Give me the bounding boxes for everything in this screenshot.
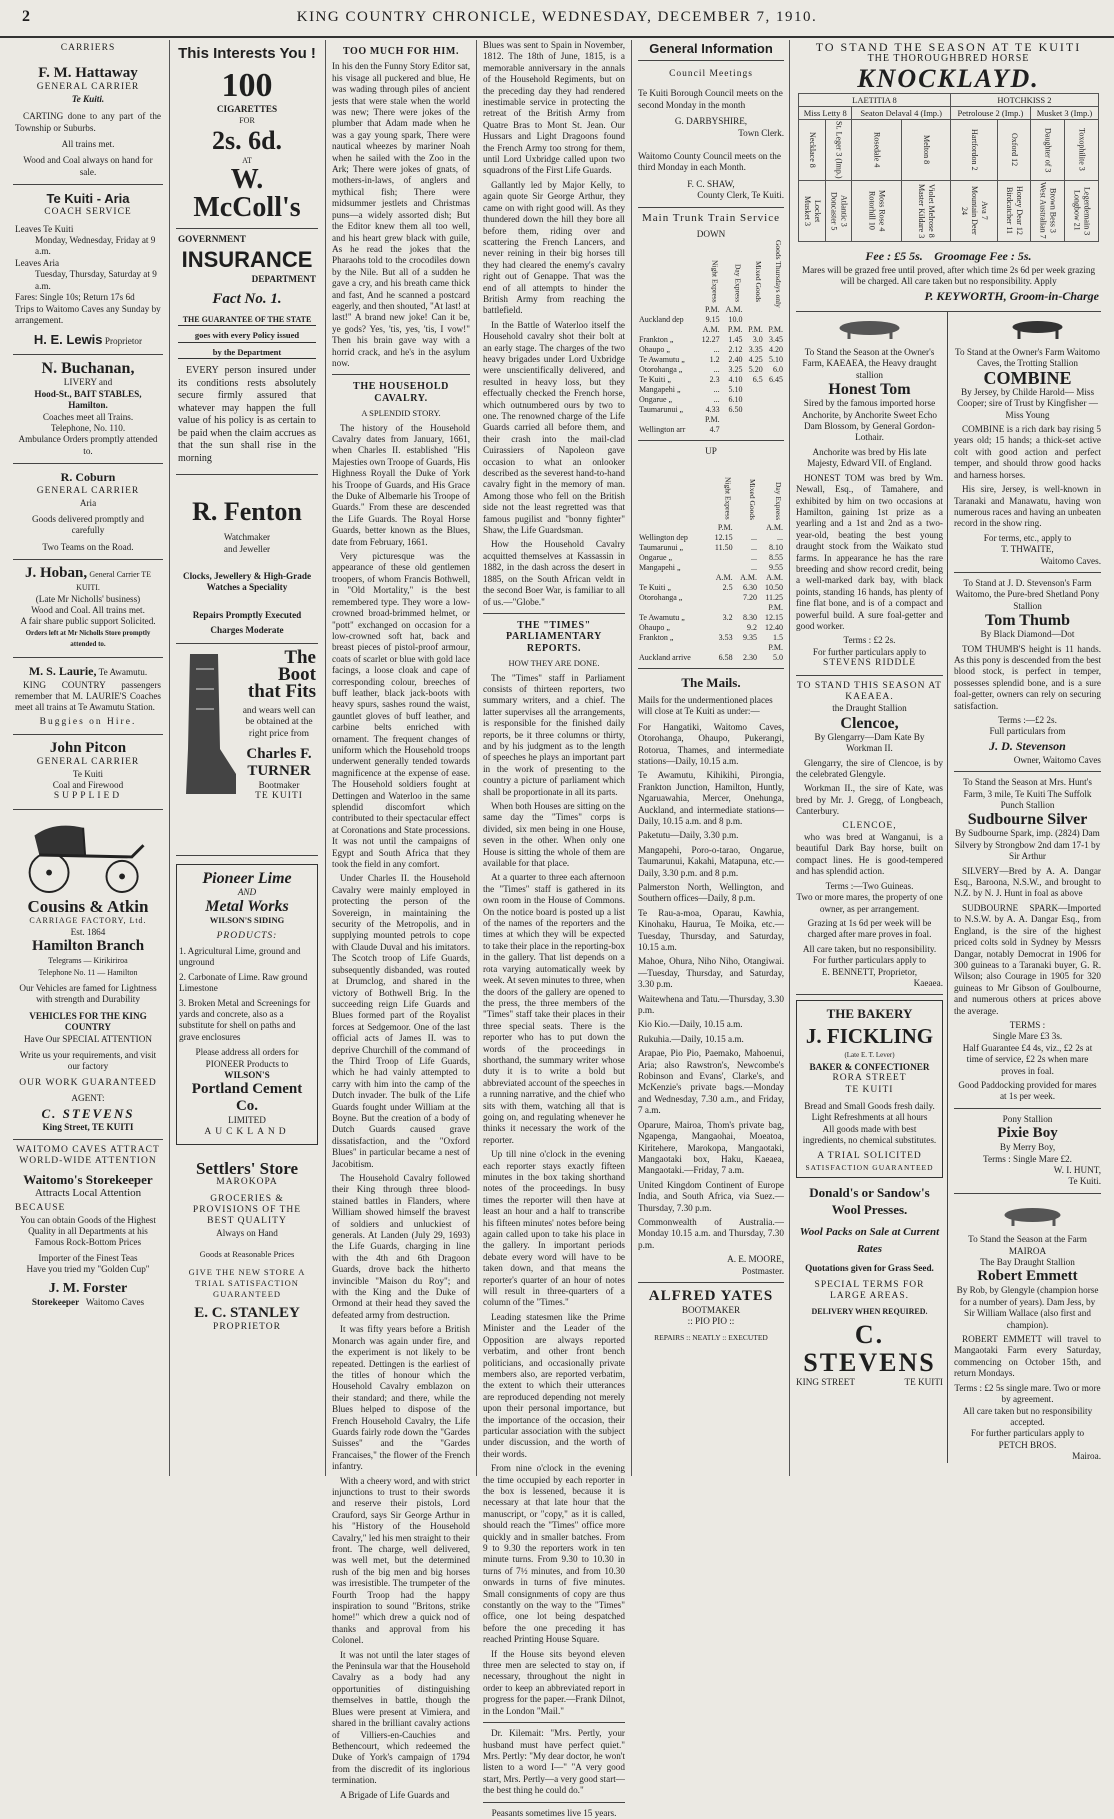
carriers-heading: CARRIERS — [60, 43, 116, 53]
ad-coburn: R. Coburn GENERAL CARRIER Aria Goods delivered promptly and carefully Two Teams on the Road. — [13, 464, 163, 560]
pedigree-cell-pair: Brown Bess 3 West Australian 7 — [1030, 180, 1064, 241]
train-row: Auckland dep 9.15 10.0 — [639, 315, 743, 325]
mail-item: Arapae, Pio Pio, Paemako, Mahoenui, Aria; also Rawstron's, Newcombe's Robinson and Evans', Clarke's, and McKenzie's private bags.—Monday and Wednesday, 7.30 a.m., and Friday, 7 a.m. — [638, 1048, 784, 1116]
page-number: 2 — [22, 8, 30, 25]
mail-item: Te Rau-a-moa, Oparau, Kawhia, Kinohaku, Haurua, Te Moika, etc.—Tuesday, Thursday, and Saturday, 10.15 a.m. — [638, 907, 784, 952]
pedigree-table: LAETITIA 8 HOTCHKISS 2 Miss Letty 8 Seaton Delaval 4 (Imp.) Petrolouse 2 (Imp.) Musket 3 (Imp.) Necklace 8 St. Leger 3 (Imp.) Rosedale 4 Melton 8 Hartfordon 2 Oxford 12 Daughter of 3 Toxophilite 3 Locket Musket 3 Atlantic 3 Doncaster 5 Moss Rose 4 Rotorhill 10 Violet Melrose 8 Master Kildare 3 Ava 7 Mountain Deer 24 Honey Dear 12 Birdcatcher 11 Brown Bess 3 West Australian 7 Legerdemain 3 Longbow 21 — [798, 93, 1099, 242]
train-row: Te Awamutu „ 1.2 2.40 4.25 5.10 — [639, 355, 783, 365]
ad-yates: ALFRED YATES BOOTMAKER :: PIO PIO :: REPAIRS :: NEATLY :: EXECUTED — [648, 1287, 774, 1342]
train-row: Te Kuiti „ 2.3 4.10 6.5 6.45 — [639, 375, 783, 385]
train-row: Wellington arr 4.7 — [639, 425, 720, 435]
pedigree-cell: Rosedale 4 — [852, 119, 901, 180]
carriage-illustration — [15, 815, 161, 895]
pedigree-cell-pair: Atlantic 3 Doncaster 5 — [825, 180, 852, 241]
pedigree-cell: Necklace 8 — [799, 119, 826, 180]
column-stallions — [791, 40, 1106, 1476]
ad-robert-emmett: To Stand the Season at the Farm MAIROA The Bay Draught Stallion Robert Emmett By Rob, by Glengyle (champion horse for a number of years). Dam Jess, by Sir William Wallace (also first and champion). ROBERT EMMETT will travel to Mangaotaki Farm every Saturday, commencing on October 15th, and return Mondays. Terms : £2 5s single mare. Two or more by agreement. All care taken but no responsibility accepted. For further particulars apply to PETCH BROS. Mairoa. — [954, 1199, 1101, 1463]
article-title-cavalry: THE HOUSEHOLD CAVALRY. — [353, 381, 449, 404]
ad-laurie: M. S. Laurie, Te Awamutu. KING COUNTRY passengers remember that M. LAURIE'S Coaches meet all trains at Te Awamutu Station. Buggies on Hire. — [13, 658, 163, 736]
ad-settlers-store: Settlers' Store MAROKOPA GROCERIES & PROVISIONS OF THE BEST QUALITY Always on Hand Goods at Reasonable Prices GIVE THE NEW STORE A TRIAL SATISFACTION GUARANTEED E. C. STANLEY PROPRIETOR — [188, 1159, 306, 1332]
train-row: Frankton „ 12.27 1.45 3.0 3.45 — [639, 335, 783, 345]
ad-pitcon: John Pitcon GENERAL CARRIER Te Kuiti Coal and Firewood SUPPLIED — [13, 735, 163, 810]
pedigree-cell-pair: Locket Musket 3 — [799, 180, 826, 241]
mail-item: Rukuhia.—Daily, 10.15 a.m. — [638, 1033, 744, 1044]
pedigree-cell-pair: Moss Rose 4 Rotorhill 10 — [852, 180, 901, 241]
column-carriers — [8, 40, 168, 1476]
ad-sudbourne-silver: To Stand the Season at Mrs. Hunt's Farm, 3 mile, Te Kuiti The Suffolk Punch Stallion Sudbourne Silver By Sudbourne Spark, imp. (2824) Dam Silvery by Strongbow 2nd dam 17-1 by Sir Arthur SILVERY—Bred by A. A. Dangar Esq., Baroona, N.S.W., and brought to N.Z. by N. J. Hunt in foal as above SUDBOURNE SPARK—Imported to N.S.W. by A. A. Dangar Esq., from England, is the sire of the highest priced colts sold in Sydney by Messrs Dangar, notably Democrat in 1906 for 300 guineas to a Taranaki buyer, G. R. Wilson; also Courage in 1905 for 320 guineas to Mr Gibson of Goulbourne, and numerous others at prices above the average. TERMS : Single Mare £3 3s. Half Guarantee £4 4s, viz., £2 2s at time of service, £2 2s when mare proves in foal. Good Paddocking provided for mares at 1s per week. — [954, 777, 1101, 1102]
masthead — [0, 0, 1114, 38]
train-row: Mangapehi „ ... 5.10 — [639, 385, 743, 395]
pedigree-cell-pair: Legerdemain 3 Longbow 21 — [1064, 180, 1098, 241]
general-info-title: General Information — [638, 40, 784, 61]
mail-item: United Kingdom Continent of Europe India, and South Africa, via Suez.—Thursday, 7.30 p.m. — [638, 1179, 784, 1213]
train-table-up: Night Express Mixed Goods Day Express P.M. A.M. Wellington dep 12.15 ... ... Taumarunui „ 11.50 ... 8.10 Ongarue „ ... 8.55 Mangapehi „ ... 9.55 A.M. A.M. A.M. Te Kuiti „ 2.5 6.30 10.50 Otorohanga „ 7.20 11.25 P.M. Te Awamutu „ 3.2 8.30 12.15 Ohaupo „ 9.2 12.40 Frankton „ 3.53 9.35 1.5 P.M. Auckland arrive 6.58 2.30 5.0 — [639, 477, 783, 662]
horse-illustration — [796, 316, 943, 340]
article-title-times: THE "TIMES" PARLIAMENTARY REPORTS. — [506, 619, 602, 654]
train-row: Te Awamutu „ 3.2 8.30 12.15 — [639, 612, 783, 622]
column-general-info: General Information Council Meetings Te Kuiti Borough Council meets on the second Monday in the month G. DARBYSHIRE, Town Clerk. Waitomo County Council meets on the third Monday in each Month. F. C. SHAW, County Clerk, Te Kuiti. Main Trunk Train Service DOWN Night Express Day Express Mixed Goods Goods Thursdays only P.M. A.M. Auckland dep 9.15 10.0 A.M. P.M. P.M. P.M. Frankton „ 12.27 1.45 3.0 3.45 Ohaupo „ ... 2.12 3.35 4.20 Te Awamutu „ 1.2 2.40 4.25 5.10 Otorohanga „ ... 3.25 5.20 6.0 Te Kuiti „ 2.3 4.10 6.5 6.45 Mangapehi „ ... 5.10 Ongarue „ ... 6.10 Taumarunui „ 4.33 6.50 P.M. Wellington arr 4.7 UP Night Express Mixed Goods Day Express P.M. A.M. Wellington dep 12.15 ... ... Taumarunui „ 11.50 ... 8.10 Ongarue „ ... 8.55 Mangapehi „ ... 9.55 A.M. A.M. A.M. Te Kuiti „ 2.5 6.30 10.50 Otorohanga „ 7.20 11.25 P.M. Te Awamutu „ 3.2 8.30 12.15 Ohaupo „ 9.2 12.40 Frankton „ 3.53 9.35 1.5 P.M. Auckland arrive 6.58 2.30 5.0 The Mails. Mails for the undermentioned places will close at Te Kuiti as under:— For Hangatiki, Waitomo Caves, Otorohanga, Ohaupo, Pukerangi, Rotorua, Thames, and intermediate stations—Daily, 10.15 a.m. Te Awamutu, Kihikihi, Pirongia, Frankton Junction, Hamilton, Huntly, Ngaruawahia, Mercer, Onehunga, Auckland, and intermediate stations—Daily, 10.15 a.m. and 8 p.m. Paketutu—Daily, 3.30 p.m. Mangapehi, Poro-o-tarao, Ongarue, Taumarunui, Kakahi, Matapuna, etc.—Daily, 3.30 p.m. and 8 p.m. Palmerston North, Wellington, and Southern offices—Daily, 8 p.m. Te Rau-a-moa, Oparau, Kawhia, Kinohaku, Haurua, Te Moika, etc.—Tuesday, Thursday, and Saturday, 10.15 a.m. Mahoe, Ohura, Niho Niho, Otangiwai.—Tuesday, Thursday, and Saturday, 3.30 p.m. Waitewhena and Tatu.—Thursday, 3.30 p.m. Kio Kio.—Daily, 10.15 a.m. Rukuhia.—Daily, 10.15 a.m. Arapae, Pio Pio, Paemako, Mahoenui, Aria; also Rawstron's, Newcombe's Robinson and Evans', Clarke's, and McKenzie's private bags.—Monday and Wednesday, 7.30 a.m., and Friday, 7 a.m. Oparure, Mairoa, Thom's private bag, Ngapenga, Mangaohai, Moeatoa, Kiritehere, Marokopa, Mangaotaki, Mangaotaki box, Haku, Kaeaea, Mangaotaki.—Friday, 7 a.m. United Kingdom Continent of Europe India, and South Africa, via Suez.—Thursday, 7.30 p.m. Commonwealth of Australia.—Monday 10.15 a.m. and Thursday, 7.30 p.m. A. E. MOORE, Postmaster. ALFRED YATES BOOTMAKER :: PIO PIO :: REPAIRS :: NEATLY :: EXECUTED — [638, 41, 784, 1342]
pedigree-cell: Hartfordon 2 — [950, 119, 997, 180]
pedigree-cell: Daughter of 3 — [1030, 119, 1064, 180]
pedigree-cell: Musket 3 (Imp.) — [1030, 106, 1098, 119]
mails-list — [638, 722, 784, 1251]
ad-honest-tom: To Stand the Season at the Owner's Farm, KAEAEA, the Heavy draught stallion Honest Tom Sired by the famous imported horse Anchorite, by Anchorite Sweet Echo Dam Blossom, by General Gordon-Lothair. Anchorite was bred by His late Majesty, Edward VII. of England. HONEST TOM was bred by Wm. Newall, Esq., of Tamahere, and exhibited by him on two occasions at Hamilton, gaining 1st prize as a yearling and a 1st and 2nd as a two-year-old, beating the best young draught stock from the Waikato stud farms. In appearance he has the rare breeding and show record credit, being a well-marked dark bay, with black points, standing 16 hands, has plenty of fine flat bone, and is of a compact and powerful build. A sure foal-getter and good worker. Terms : £2 2s. For further particulars apply to STEVENS RIDDLE — [796, 312, 943, 670]
ad-pixie-boy: Pony Stallion Pixie Boy By Merry Boy, Terms : Single Mare £2. W. I. HUNT, Te Kuiti. — [983, 1113, 1101, 1187]
column-articles-1: TOO MUCH FOR HIM. In his den the Funny Story Editor sat, his visage all puckered and blue, He was wading through piles of ancient jests that were stale when the world was new; There were jokes of the plumber that Adam made when he was a gay young spark, There were nautical wheezes by mariner Noah when he sailed with the Zoo in the Ark; There were jokes of gnats, of mothers-in-laws, of anglers and mythical fish; There were midsummer jestlets and Christmas puns—a widely assorted dish; But the Editor knew them all too well, and his heart grew black with guile, As he read the jokes that the Pharaohs told to the crocodiles down by the Nile. But all of a sudden he gave a cry, and his breath came thick and fast, And he scanned a postcard eagerly, and then shouted, "At last! at last!" A brand new joke! Can it be, ye gods? Yes, 'tis, yes, 'tis, I vow!" Then his brain gave way with a horrid crack, and he's in the asylum now. THE HOUSEHOLD CAVALRY. A SPLENDID STORY. The history of the Household Cavalry dates from January, 1661, when Charles II. established "His Majesties own Troope of Guards, His Highness Royall the Duke of York his Troope of Guards, and His Grace the Duke of Albemarle his Troope of Guards." From these are descended the Life Guards. The Royal Horse Guards, better known as the Blues, date from February, 1661. Very picturesque was the appearance of these old gentlemen troopers, of whom Francis Bothwell, in "Old Mortality," is the best remembered type. They wore a low-crowned broad-brimmed helmet, or "pott" exchanged on occasion for a low-crowned soft hat, back and breast pieces of pistol-proof armour, coats of scarlet or blue with gold lace facings, a loose cloak and cape of corresponding colour, breeches of buff leather, black jack-boots with heavy spurs, sashes round the waist, gauntlet gloves of buff leather, and carbine belts enriched with ornament. The frequent changes of uniform which the Household troops underwent generally tended towards magnificence at the expense of ease. The Household soldiers fought at Dettingen and Waterloo in the same splendid discomfort which contributed to their spectacular effect at Coronations and State processions. It was not until the campaigns of Egypt and South Africa that they took the field in any comfort. Under Charles II. the Household Cavalry were mainly employed in protecting the person of the Sovereign, in maintaining the security of the Metropolis, and in supplying mounted petrols to cope with Claude Duval and his imitators. The Scotch troop of Life Guards, subsequently disbanded, was routed at Drumclog, and shared in the victory of Bothwell Brig. In the succeeding reign Life Guards and Blues formed part of the Royalist forces at Sedgemoor. One of the last official acts of James II. was to deprive Churchill of the command of the Third Troop of Life Guards, which he had vainly attempted to carry with him into the camp of the Dutch invader. The bulk of the Life Guards fought under William at the Boyne. But the creation of a body of Dutch Guards caused grave dissatisfaction, and the "Oxford Blues" in particular became a nest of Jacobitism. The Household Cavalry followed their King through three blood-stained battles in Flanders, where William showed himself the bravest of soldiers and unluckiest of generals. At Landen (July 29, 1693) the Life Guards, charging in line with the 4th and 6th Dragoon Guards, drove back the hitherto invincible "Maison du Roy"; and with the King and the Duke of Ormond at their head they saved the defeated army from destruction. It was fifty years before a British Monarch was again under fire, and the experiment is not likely to be repeated. Dettingen is the earliest of the titles of honour which the Household Cavalry emblazon on their standard; and there, while the Blues helped to dispose of the French Household Cavalry, the Life Guards fairly rode down the "Gardes Suisses" and the "Gardes Francaises," the flower of the French infantry. With a cheery word, and with strict injunctions to trust to their swords and reserve their pistols, Lord Crauford, says Sir George Arthur in his "History of the Household Cavalry," led his men straight to their front. The charge, well delivered, was well met, but the determined rush of the big men and big horses was irresistible. The trumpeter of the Fourth Troop had the happy inspiration to sound "Britons, strike home!" which drew a quick nod of thanks and approval from his Colonel. It was not until the later stages of the Peninsula war that the Household Cavalry as a body had any opportunities of distinguishing themselves in battle, though the Blues were present at Vimiera, and shared in the brilliant cavalry actions of Villiers-en-Cauchies and Bethencourt, which redeemed the Duke of York's campaign of 1794 from the discredit of its inglorious termination. A Brigade of Life Guards and — [332, 46, 470, 1800]
train-row: P.M. A.M. — [704, 305, 743, 315]
train-row: Taumarunui „ 11.50 ... 8.10 — [639, 542, 783, 552]
train-row: Ohaupo „ ... 2.12 3.35 4.20 — [639, 345, 783, 355]
pedigree-cell: Melton 8 — [901, 119, 950, 180]
pedigree-cell: St. Leger 3 (Imp.) — [825, 119, 852, 180]
mail-item: Commonwealth of Australia.—Monday 10.15 a.m. and Thursday, 7.30 p.m. — [638, 1216, 784, 1250]
boot-illustration — [178, 649, 238, 799]
train-row: Taumarunui „ 4.33 6.50 — [639, 405, 743, 415]
ad-hoban: J. Hoban, General Carrier TE KUITI. (Late Mr Nicholls' business) Wood and Coal. All trains met. A fair share public support Solicited. Orders left at Mr Nicholls Store promptly attended to. — [13, 560, 163, 657]
train-row: Wellington dep 12.15 ... ... — [639, 532, 783, 542]
pedigree-cell: Miss Letty 8 — [799, 106, 852, 119]
train-row: P.M. A.M. — [717, 522, 783, 532]
article-body-too-much: In his den the Funny Story Editor sat, his visage all puckered and blue, He was wading through piles of ancient jests that were stale when the world was new; There were jokes of the plumber that Adam made when he was a gay young spark, There were nautical wheezes by mariner Noah when he sailed with the Zoo in the Ark; There were jokes of gnats, of mothers-in-laws, of anglers and mythical fish; There were midsummer jestlets and Christmas puns—a widely assorted dish; But the Editor knew them all too well, and his heart grew black with guile, As he read the jokes that the Pharaohs told to the crocodiles down by the Nile. But all of a sudden he gave a cry, and his breath came thick and fast, And he scanned a postcard eagerly, and then shouted, "At last! at last!" A brand new joke! Can it be, ye gods? Yes, 'tis, yes, 'tis, I vow!" Then his brain gave way with a horrid crack, and he's in the asylum now. — [332, 61, 470, 368]
train-row: P.M. — [768, 642, 783, 652]
ad-mccoll: This Interests You ! 100 CIGARETTES FOR 2s. 6d. AT W. McColl's — [176, 40, 318, 229]
train-table-down: Night Express Day Express Mixed Goods Goods Thursdays only P.M. A.M. Auckland dep 9.15 10.0 A.M. P.M. P.M. P.M. Frankton „ 12.27 1.45 3.0 3.45 Ohaupo „ ... 2.12 3.35 4.20 Te Awamutu „ 1.2 2.40 4.25 5.10 Otorohanga „ ... 3.25 5.20 6.0 Te Kuiti „ 2.3 4.10 6.5 6.45 Mangapehi „ ... 5.10 Ongarue „ ... 6.10 Taumarunui „ 4.33 6.50 P.M. Wellington arr 4.7 — [639, 240, 783, 435]
train-row: P.M. — [704, 415, 720, 425]
ad-pioneer-lime: Pioneer Lime AND Metal Works WILSON'S SIDING PRODUCTS: 1. Agricultural Lime, ground and unground 2. Carbonate of Lime. Raw ground Limestone 3. Broken Metal and Screenings for yards and concrete, also as a substitute for shell on paths and grave enclosures Please address all orders for PIONEER Products to WILSON'S Portland Cement Co. LIMITED AUCKLAND — [176, 864, 318, 1146]
article-title-too-much: TOO MUCH FOR HIM. — [342, 46, 460, 57]
pedigree-cell-pair: Violet Melrose 8 Master Kildare 3 — [901, 180, 950, 241]
train-row: A.M. P.M. P.M. P.M. — [702, 325, 783, 335]
mail-item: Palmerston North, Wellington, and Southern offices—Daily, 8 p.m. — [638, 881, 784, 904]
ad-combine: To Stand at the Owner's Farm Waitomo Caves, the Trotting Stallion COMBINE By Jersey, by Childe Harold— Miss Cooper; sire of Trust by Kingfisher — Miss Young COMBINE is a rich dark bay rising 5 years old; 15 hands; a thick-set active colt with good action and perfect temper, and should throw good hacks and harness horses. His sire, Jersey, is well-known in Taranaki and Manawatu, having won numerous races and having an unbeaten record in the show ring. For terms, etc., apply to T. THWAITE, Waitomo Caves. — [954, 312, 1101, 567]
mail-item: Oparure, Mairoa, Thom's private bag, Ngapenga, Mangaohai, Moeatoa, Kiritehere, Marokopa, Mangaotaki, Mangaotaki box, Haku, Kaeaea, Mangaotaki.—Friday, 7 a.m. — [638, 1119, 784, 1176]
mail-item: Waitewhena and Tatu.—Thursday, 3.30 p.m. — [638, 993, 784, 1016]
ad-buchanan: N. Buchanan, LIVERY and Hood-St., BAIT STABLES, Hamilton. Coaches meet all Trains. Telephone, No. 110. Ambulance Orders promptly attended to. — [13, 355, 163, 464]
train-row: Ongarue „ ... 6.10 — [639, 395, 743, 405]
pedigree-cell: Seaton Delaval 4 (Imp.) — [852, 106, 950, 119]
train-row: Ongarue „ ... 8.55 — [639, 552, 783, 562]
mail-item: For Hangatiki, Waitomo Caves, Otorohanga, Ohaupo, Pukerangi, Rotorua, Thames, and intermediate stations—Daily, 10.15 a.m. — [638, 721, 784, 766]
train-row: Otorohanga „ ... 3.25 5.20 6.0 — [639, 365, 783, 375]
ad-forster: WAITOMO CAVES ATTRACT WORLD-WIDE ATTENTION Waitomo's Storekeeper Attracts Local Attention BECAUSE You can obtain Goods of the Highest Quality in all Departments at his Famous Rock-Bottom Prices Importer of the Finest Teas Have you tried my "Golden Cup" J. M. Forster Storekeeper Waitomo Caves — [15, 1144, 160, 1307]
pedigree-cell: Petrolouse 2 (Imp.) — [950, 106, 1030, 119]
pedigree-cell-pair: Honey Dear 12 Birdcatcher 11 — [998, 180, 1031, 241]
ad-clencoe: TO STAND THIS SEASON AT KAEAEA. the Draught Stallion Clencoe, By Glengarry—Dam Kate By Workman II. Glengarry, the sire of Clencoe, is by the celebrated Glengyle. Workman II., the sire of Kate, was bred by Mr. J. Gregg, of Longbeach, Canterbury. CLENCOE, who was bred at Wanganui, is a beautiful Dark Bay horse, built on compact lines. He is good-tempered and has splendid action. Terms :—Two Guineas. Two or more mares, the property of one owner, as per arrangement. Grazing at 1s 6d per week will be charged after mare proves in foal. All care taken, but no responsibility. For further particulars apply to E. BENNETT, Proprietor, Kaeaea. — [796, 680, 943, 988]
ad-tom-thumb: To Stand at J. D. Stevenson's Farm Waitomo, the Pure-bred Shetland Pony Stallion Tom Thumb By Black Diamond—Dot TOM THUMB'S height is 11 hands. As this pony is descended from the best blood stock, is perfect in temper, possesses splendid bone, and is a sure foal-getter, owners can rely on securing satisfaction. Terms :—£2 2s. Full particulars from J. D. Stevenson Owner, Waitomo Caves — [954, 577, 1101, 765]
mail-item: Mahoe, Ohura, Niho Niho, Otangiwai.—Tuesday, Thursday, and Saturday, 3.30 p.m. — [638, 956, 784, 990]
pedigree-cell: Toxophilite 3 — [1064, 119, 1098, 180]
train-row: Otorohanga „ 7.20 11.25 — [639, 592, 783, 602]
ad-aria-coach: Te Kuiti - Aria COACH SERVICE Leaves Te Kuiti Monday, Wednesday, Friday at 9 a.m. Leaves Aria Tuesday, Thursday, Saturday at 9 a.m. Fares: Single 10s; Return 17s 6d Trips to Waitomo Caves any Sunday by arrangement. H. E. Lewis Proprietor — [13, 185, 163, 355]
ad-hattaway: F. M. Hattaway GENERAL CARRIER Te Kuiti. CARTING done to any part of the Township or Suburbs. All trains met. Wood and Coal always on hand for sale. — [13, 60, 163, 185]
train-row: Auckland arrive 6.58 2.30 5.0 — [639, 652, 783, 662]
ad-bakery: THE BAKERY J. FICKLING (Late E. T. Lever) BAKER & CONFECTIONER RORA STREET TE KUITI Bread and Small Goods fresh daily. Light Refreshments at all hours All goods made with best ingredients, no chemical substitutes. A TRIAL SOLICITED SATISFACTION GUARANTEED — [796, 1000, 943, 1178]
train-row: Mangapehi „ ... 9.55 — [639, 562, 783, 572]
pedigree-cell: Oxford 12 — [998, 119, 1031, 180]
ad-knocklayd: TO STAND THE SEASON AT TE KUITI THE THOROUGHBRED HORSE KNOCKLAYD. LAETITIA 8 HOTCHKISS 2 Miss Letty 8 Seaton Delaval 4 (Imp.) Petrolouse 2 (Imp.) Musket 3 (Imp.) Necklace 8 St. Leger 3 (Imp.) Rosedale 4 Melton 8 Hartfordon 2 Oxford 12 Daughter of 3 Toxophilite 3 Locket Musket 3 Atlantic 3 Doncaster 5 Moss Rose 4 Rotorhill 10 Violet Melrose 8 Master Kildare 3 Ava 7 Mountain Deer 24 Honey Dear 12 Birdcatcher 11 Brown Bess 3 West Australian 7 Legerdemain 3 Longbow 21 Fee : £5 5s. Groomage Fee : 5s. Mares will be grazed free until proved, after which time 2s 6d per week grazing will be charged. All care taken but no responsibility. Apply P. KEYWORTH, Groom-in-Charge — [796, 40, 1101, 312]
column-ads-2 — [171, 40, 323, 1476]
ad-insurance: GOVERNMENT INSURANCE DEPARTMENT Fact No. 1. THE GUARANTEE OF THE STATE goes with every Policy issued by the Department EVERY person insured under its conditions rests absolutely secure firmly assured that whatever may happen the full value of his policy is as certain to be paid when the claim accrues as that the sun shall rise in the morning — [176, 229, 318, 475]
draught-horse-illustration — [954, 1203, 1101, 1227]
mail-item: Mangapehi, Poro-o-tarao, Ongarue, Taumarunui, Kakahi, Matapuna, etc.—Daily, 3.30 p.m. and 8 p.m. — [638, 844, 784, 878]
train-row: Frankton „ 3.53 9.35 1.5 — [639, 632, 783, 642]
train-row: A.M. A.M. A.M. — [715, 572, 783, 582]
train-row: Te Kuiti „ 2.5 6.30 10.50 — [639, 582, 783, 592]
ad-wool-presses: Donald's or Sandow's Wool Presses. Wool Packs on Sale at Current Rates Quotations given for Grass Seed. SPECIAL TERMS FOR LARGE AREAS. DELIVERY WHEN REQUIRED. C. STEVENS KING STREET TE KUITI — [796, 1185, 943, 1388]
column-articles-2: Blues was sent to Spain in November, 1812. The 18th of June, 1815, is a memorable anniversary in the annals of the Household Regiments, but on the preceding day they had rendered inestimable service in protecting the retreat of the British Army from Quatre Bras to Mont St. Jean. Our Hussars and Light Dragoons found the French Army too strong for them, until Lord Uxbridge called upon two squadrons of the First Life Guards. Gallantly led by Major Kelly, to again quote Sir George Arthur, they came on with right good will. As they thundered down the hill they bore all before them, riding over and scattering the French Lancers, and never reining in their big horses till they had cleared the enemy's cavalry right out of Genappe. That was the end of all attempts to hinder the British Army from reaching the battlefield. In the Battle of Waterloo itself the Household cavalry shot their bolt at an early stage. The charges of the two heavy brigades under Lord Uxbridge were unscientifically delivered, and resulted in heavy loss, but they effectually checked the French horse, which outnumbered ours by two to one. The renowned charge of the Life Guards carried all before them, and their crash into the mail-clad Cuirassiers of Napoleon gave occasion to what an onlooker described as the severest hand-to-hand cavalry fight in the memory of man. Among those who fell on the British side not the least regretted was that famous pugilist and "bonny fighter" Shaw, the Life Guardsman. How the Household Cavalry acquitted themselves at Kassassin in 1882, in the dash across the desert in 1885, on the South African veldt in the second Boer War, is familiar to all of us.—"Globe." THE "TIMES" PARLIAMENTARY REPORTS. HOW THEY ARE DONE. The "Times" staff in Parliament consists of thirteen reporters, two summary writers, and a chief. The latter supervises all the arrangements, is responsible for the finished daily reports, be it three columns or thirty, and by his judgment as to the length of speeches he plays an important part in the work of presenting to the country a picture of parliament which shall be proportionate in all its parts. When both Houses are sitting on the same day the "Times" corps is divided, six men being in one House, seven in the other. When only one House is sitting the whole of them are available for that place. At a quarter to three each afternoon the "Times" staff is gathered in its own room in the House of Commons. On the notice board is posted up a list of the names of the reporters and the times at which they will be expected to take their place in the reporting-box in the gallery. That list depends on a rota varying automatically week by week. At seven minutes to three, when the doors of the gallery are opened to the press, the three members of the "Times" staff take their places in their three special seats. There is the reporter who has to put down the words of the proceedings in shorthand, the summary writer whose duty it is to write a bold but abbreviated account of the speeches in a running narrative, and the chief who sits with them, watching all that is going on, and regulating whenever he thinks it necessary the work of the reporter. Up till nine o'clock in the evening each reporter stays exactly fifteen minutes in the box taking shorthand notes of the proceedings. In busy times the reporter will then have at least an hour and a half to transcribe his fifteen minutes' notes before being again called upon to take his place in the gallery. In important periods debate every word will have to be taken down, and that means the reporter's quarter of an hour of notes will result in three-quarters of a column of the "Times." Leading statesmen like the Prime Minister and the Leader of the Opposition are always reported verbatim, and other front bench politicians, and occasionally private members also, are reported verbatim, the extent to which their utterances are reproduced depending not merely upon their personal importance, but the importance of the occasion, their particular association with the subject under discussion, and the worth of their words. From nine o'clock in the evening the time occupied by each reporter in the box is lessened, because it is necessary at that late hour that the manuscript, or "copy," as it is called, should reach the "Times" office more quickly and in smaller batches. From 9 to 9.30 the reporters work in ten minute turns. From 9.30 to 10.30 in turns of 7½ minutes, and from 10.30 onwards in turns of five minutes. Small consignments of copy are thus constantly on the way to the "Times" office, one lot being despatched before the one preceding it has reached Printing House Square. If the House sits beyond eleven three men are selected to stay on, if necessary, throughout the night in order to keep an abbreviated report in progress for the paper.—Frank Dilnot, in the London "Mail." Dr. Kilemait: "Mrs. Pertly, your husband must have perfect quiet." Mrs. Pertly: "My dear doctor, he won't listen to a word I—" "A very good start, Mrs. Pertly—a very good start—the best thing he could do." Peasants sometimes live 15 years. — [483, 40, 625, 1818]
trotting-horse-illustration — [954, 316, 1101, 340]
ad-turner: The Boot that Fits and wears well can be obtained at the right price from Charles F. TURNER Bootmaker TE KUITI — [176, 644, 318, 856]
pedigree-cell-pair: Ava 7 Mountain Deer 24 — [950, 180, 997, 241]
mail-item: Kio Kio.—Daily, 10.15 a.m. — [638, 1019, 743, 1030]
train-row: P.M. — [768, 602, 783, 612]
train-row: Ohaupo „ 9.2 12.40 — [639, 622, 783, 632]
newspaper-title: KING COUNTRY CHRONICLE, WEDNESDAY, DECEMBER 7, 1910. — [296, 9, 818, 25]
ad-fenton: R. Fenton Watchmaker and Jeweller Clocks, Jewellery & High-Grade Watches a Speciality Repairs Promptly Executed Charges Moderate — [176, 475, 318, 643]
mail-item: Paketutu—Daily, 3.30 p.m. — [638, 830, 739, 841]
ad-cousins-atkin: Cousins & Atkin CARRIAGE FACTORY, Ltd. Est. 1864 Hamilton Branch Telegrams — Kirikiriroa Telephone No. 11 — Hamilton Our Vehicles are famed for Lightness with strength and Durability VEHICLES FOR THE KING COUNTRY Have Our SPECIAL ATTENTION Write us your requirements, and visit our factory OUR WORK GUARANTEED AGENT: C. STEVENS King Street, TE KUITI — [13, 810, 163, 1140]
mail-item: Te Awamutu, Kihikihi, Pirongia, Frankton Junction, Hamilton, Huntly, Ngaruawahia, Mercer, Onehunga, Auckland, and intermediate stations—Daily, 10.15 a.m. and 8 p.m. — [638, 770, 784, 826]
